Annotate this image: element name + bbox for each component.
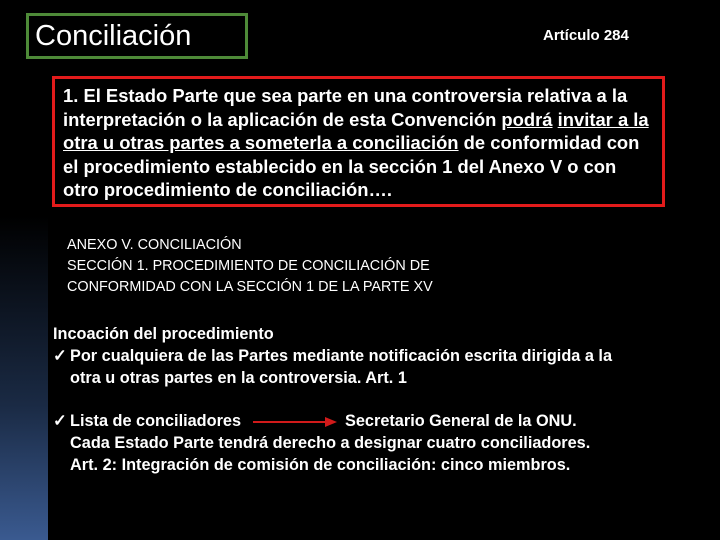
slide-title-box (26, 13, 248, 59)
slide-title: Conciliación (35, 19, 192, 52)
conciliators-line-3: Art. 2: Integración de comisión de conciliación: cinco miembros. (70, 456, 571, 474)
article-label: Artículo 284 (543, 27, 629, 44)
procedure-bullet (53, 345, 693, 367)
annex-line-3: CONFORMIDAD CON LA SECCIÓN 1 DE LA PARTE XV (67, 279, 433, 295)
arrow-right-icon (253, 417, 337, 427)
paragraph-underlined-text: invitar a la otra u otras partes a someterla a conciliación (63, 108, 649, 153)
procedure-bullet-line-2: otra u otras partes en la controversia. Art. 1 (70, 369, 407, 387)
conciliators-section (53, 410, 693, 476)
procedure-heading: Incoación del procedimiento (53, 325, 274, 343)
article-paragraph-box (52, 76, 665, 207)
paragraph-text-part1: 1. El Estado Parte que sea parte en una controversia relativa a la interpretación o la aplicación de esta Convención (63, 85, 628, 130)
checkmark-icon: ✓ (53, 347, 67, 365)
paragraph-text-part2: de conformidad con el procedimiento establecido en la sección 1 del Anexo V o con otro procedimiento de conciliación…. (63, 132, 640, 200)
procedure-bullet-line-1: Por cualquiera de las Partes mediante notificación escrita dirigida a la (70, 347, 612, 365)
conciliators-line-2: Cada Estado Parte tendrá derecho a designar cuatro conciliadores. (70, 434, 591, 452)
annex-line-2: SECCIÓN 1. PROCEDIMIENTO DE CONCILIACIÓN DE (67, 258, 430, 274)
conciliators-list-label: Lista de conciliadores (70, 412, 242, 430)
annex-line-1: ANEXO V. CONCILIACIÓN (67, 237, 242, 253)
conciliators-bullet (53, 410, 693, 432)
procedure-section (53, 323, 693, 389)
annex-heading (67, 235, 433, 298)
secretary-general-label: Secretario General de la ONU. (345, 412, 577, 430)
paragraph-podra: podrá (501, 108, 553, 130)
side-gradient-decoration (0, 0, 48, 540)
checkmark-icon: ✓ (53, 412, 67, 430)
